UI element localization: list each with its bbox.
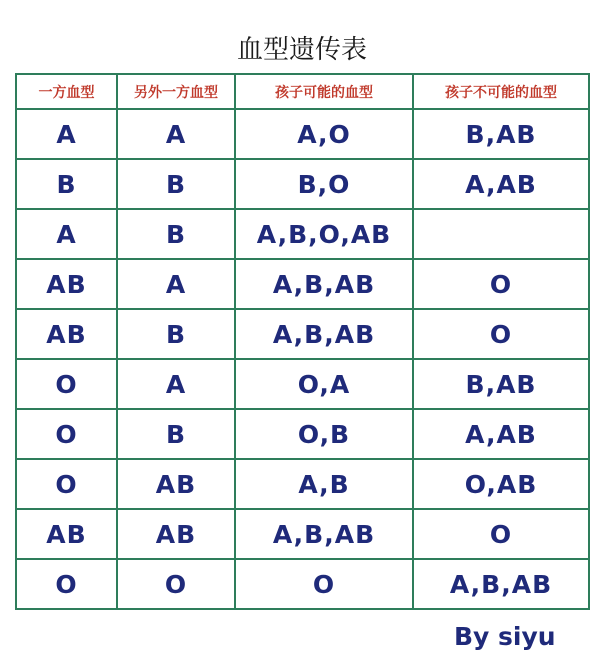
- cell-parent-one: O: [16, 359, 117, 409]
- cell-child-impossible: O,AB: [413, 459, 589, 509]
- header-parent-one: 一方血型: [16, 74, 117, 109]
- cell-child-impossible: O: [413, 309, 589, 359]
- cell-child-possible: O,A: [235, 359, 413, 409]
- cell-child-possible: A,B,O,AB: [235, 209, 413, 259]
- cell-parent-one: AB: [16, 509, 117, 559]
- cell-parent-two: AB: [117, 509, 235, 559]
- table-row: [16, 109, 589, 159]
- cell-parent-two: A: [117, 359, 235, 409]
- table-header-row: [16, 74, 589, 109]
- cell-child-possible: O,B: [235, 409, 413, 459]
- header-child-possible: 孩子可能的血型: [235, 74, 413, 109]
- blood-type-table: [15, 73, 590, 610]
- cell-child-possible: A,B,AB: [235, 259, 413, 309]
- header-child-impossible: 孩子不可能的血型: [413, 74, 589, 109]
- cell-parent-one: O: [16, 459, 117, 509]
- cell-parent-two: A: [117, 109, 235, 159]
- cell-child-impossible: B,AB: [413, 359, 589, 409]
- cell-child-possible: A,B,AB: [235, 309, 413, 359]
- cell-child-impossible: A,AB: [413, 159, 589, 209]
- table-row: [16, 209, 589, 259]
- table-row: [16, 459, 589, 509]
- cell-parent-one: A: [16, 109, 117, 159]
- cell-child-possible: B,O: [235, 159, 413, 209]
- cell-parent-one: O: [16, 559, 117, 609]
- cell-parent-one: O: [16, 409, 117, 459]
- cell-parent-one: AB: [16, 259, 117, 309]
- cell-child-possible: A,O: [235, 109, 413, 159]
- cell-parent-two: AB: [117, 459, 235, 509]
- cell-child-impossible: B,AB: [413, 109, 589, 159]
- cell-child-impossible: A,AB: [413, 409, 589, 459]
- cell-child-possible: A,B: [235, 459, 413, 509]
- cell-parent-one: B: [16, 159, 117, 209]
- cell-parent-two: B: [117, 309, 235, 359]
- cell-child-impossible: O: [413, 259, 589, 309]
- cell-parent-one: AB: [16, 309, 117, 359]
- cell-parent-one: A: [16, 209, 117, 259]
- table-row: [16, 509, 589, 559]
- cell-child-impossible: [413, 209, 589, 259]
- cell-parent-two: A: [117, 259, 235, 309]
- cell-parent-two: B: [117, 409, 235, 459]
- page-title: 血型遗传表: [236, 35, 367, 65]
- table-row: [16, 559, 589, 609]
- table-row: [16, 409, 589, 459]
- header-parent-two: 另外一方血型: [117, 74, 235, 109]
- cell-parent-two: O: [117, 559, 235, 609]
- cell-child-impossible: O: [413, 509, 589, 559]
- table-row: [16, 309, 589, 359]
- cell-child-impossible: A,B,AB: [413, 559, 589, 609]
- table-row: [16, 359, 589, 409]
- author-signature: By siyu: [454, 622, 556, 651]
- cell-parent-two: B: [117, 209, 235, 259]
- cell-parent-two: B: [117, 159, 235, 209]
- cell-child-possible: A,B,AB: [235, 509, 413, 559]
- table-row: [16, 159, 589, 209]
- table-row: [16, 259, 589, 309]
- cell-child-possible: O: [235, 559, 413, 609]
